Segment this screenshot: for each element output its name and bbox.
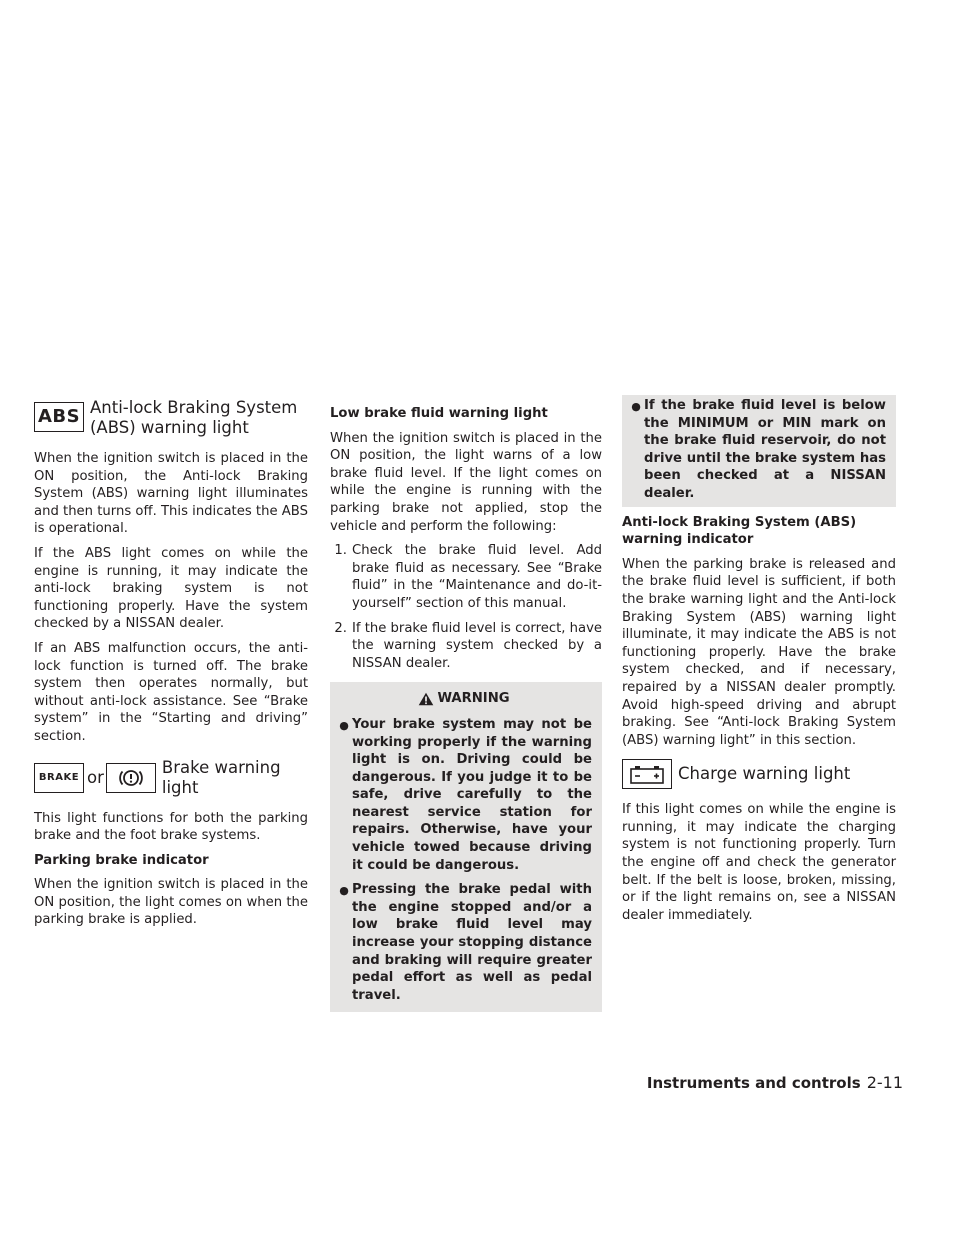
parking-brake-paragraph: When the ignition switch is placed in the ON position, the light comes on when the parking brake is applied. xyxy=(34,877,308,928)
brake-heading: Brake warning light xyxy=(161,757,281,797)
step-number: 2. xyxy=(334,620,347,636)
warning-triangle-icon xyxy=(418,692,434,706)
column-2 xyxy=(330,398,602,1012)
abs-indicator-subheading: Anti-lock Braking System (ABS) warning indicator xyxy=(622,514,857,548)
bullet-icon: ● xyxy=(339,718,349,732)
warning-title-text: WARNING xyxy=(437,691,510,707)
step-number: 1. xyxy=(334,543,347,559)
warning-bullet xyxy=(336,881,592,1004)
abs-heading-row xyxy=(34,398,308,438)
warning-text: If the brake fluid level is below the MINIMUM or MIN mark on the brake fluid reservoir, do not drive until the brake system has been checked at a NISSAN dealer. xyxy=(644,398,886,501)
bullet-icon: ● xyxy=(339,884,349,898)
abs-heading-line1: Anti-lock Braking System xyxy=(90,398,298,417)
bullet-icon: ● xyxy=(631,400,641,413)
parking-brake-subheading: Parking brake indicator xyxy=(34,852,209,868)
charge-paragraph: If this light comes on while the engine is running, it may indicate the charging system is not functioning properly. Turn the engine off and check the generator belt. If the belt is loose, broken, missing, or if the light remains on, see a NISSAN dealer immediately. xyxy=(622,802,896,923)
brake-circle-icon xyxy=(106,763,156,793)
abs-icon: ABS xyxy=(34,402,84,432)
low-fluid-subheading: Low brake fluid warning light xyxy=(330,406,548,421)
battery-icon xyxy=(622,759,672,789)
abs-heading-line2: (ABS) warning light xyxy=(90,418,249,437)
warning-box xyxy=(330,682,602,1012)
abs-paragraph-3: If an ABS malfunction occurs, the anti-lock function is turned off. The brake system then operates normally, but without anti-lock assistance. See “Brake system” in the “Starting and driving” section. xyxy=(34,640,308,744)
charge-heading-row xyxy=(622,759,896,789)
step-text: Check the brake fluid level. Add brake fluid as necessary. See “Brake fluid” in the “Maintenance and do-it-yourself” section of this manual. xyxy=(352,543,602,611)
page-footer xyxy=(647,1073,903,1092)
warning-text: Your brake system may not be working properly if the warning light is on. Driving could be dangerous. If you judge it to be safe, drive carefully to the nearest service station for repairs. Otherwise, have your vehicle towed because driving it could be dangerous. xyxy=(352,716,592,873)
brake-text-icon: BRAKE xyxy=(34,763,84,793)
footer-section: Instruments and controls xyxy=(646,1074,861,1092)
low-fluid-paragraph: When the ignition switch is placed in the ON position, the light warns of a low brake fluid level. If the light comes on while the engine is running with the parking brake not applied, stop the vehicle and perform the following: xyxy=(330,430,602,534)
brake-heading-row xyxy=(34,758,308,798)
charge-heading: Charge warning light xyxy=(678,764,851,784)
step-text: If the brake fluid level is correct, have the warning system checked by a NISSAN dealer. xyxy=(352,620,602,671)
warning-bullet xyxy=(628,397,886,503)
brake-paragraph-1: This light functions for both the parking brake and the foot brake systems. xyxy=(34,810,308,844)
warning-title xyxy=(336,690,592,708)
column-3 xyxy=(622,398,896,931)
warning-box-continued xyxy=(622,395,896,507)
warning-text: Pressing the brake pedal with the engine stopped and/or a low brake fluid level may increase your stopping distance and braking will require greater pedal effort as well as pedal travel. xyxy=(352,882,592,1003)
column-1 xyxy=(34,398,308,936)
page-number: 2-11 xyxy=(866,1073,903,1092)
or-text: or xyxy=(87,767,104,787)
list-item xyxy=(330,620,602,673)
warning-bullet xyxy=(336,716,592,874)
steps-list xyxy=(330,542,602,672)
abs-paragraph-2: If the ABS light comes on while the engine is running, it may indicate the anti-lock braking system is not functioning properly. Have the system checked by a NISSAN dealer. xyxy=(34,545,308,632)
abs-indicator-paragraph: When the parking brake is released and the brake fluid level is sufficient, if both the brake warning light and the Anti-lock Braking System (ABS) warning light illuminate, it may indicate the ABS is not functioning properly. Have the brake system checked, and if necessary, repaired by a NISSAN dealer promptly. Avoid high-speed driving and abrupt braking. See “Anti-lock Braking System (ABS) warning light” in this section. xyxy=(622,556,896,748)
list-item xyxy=(330,542,602,612)
abs-paragraph-1: When the ignition switch is placed in the ON position, the Anti-lock Braking System (ABS) warning light illuminates and then turns off. This indicates the ABS is operational. xyxy=(34,451,308,537)
